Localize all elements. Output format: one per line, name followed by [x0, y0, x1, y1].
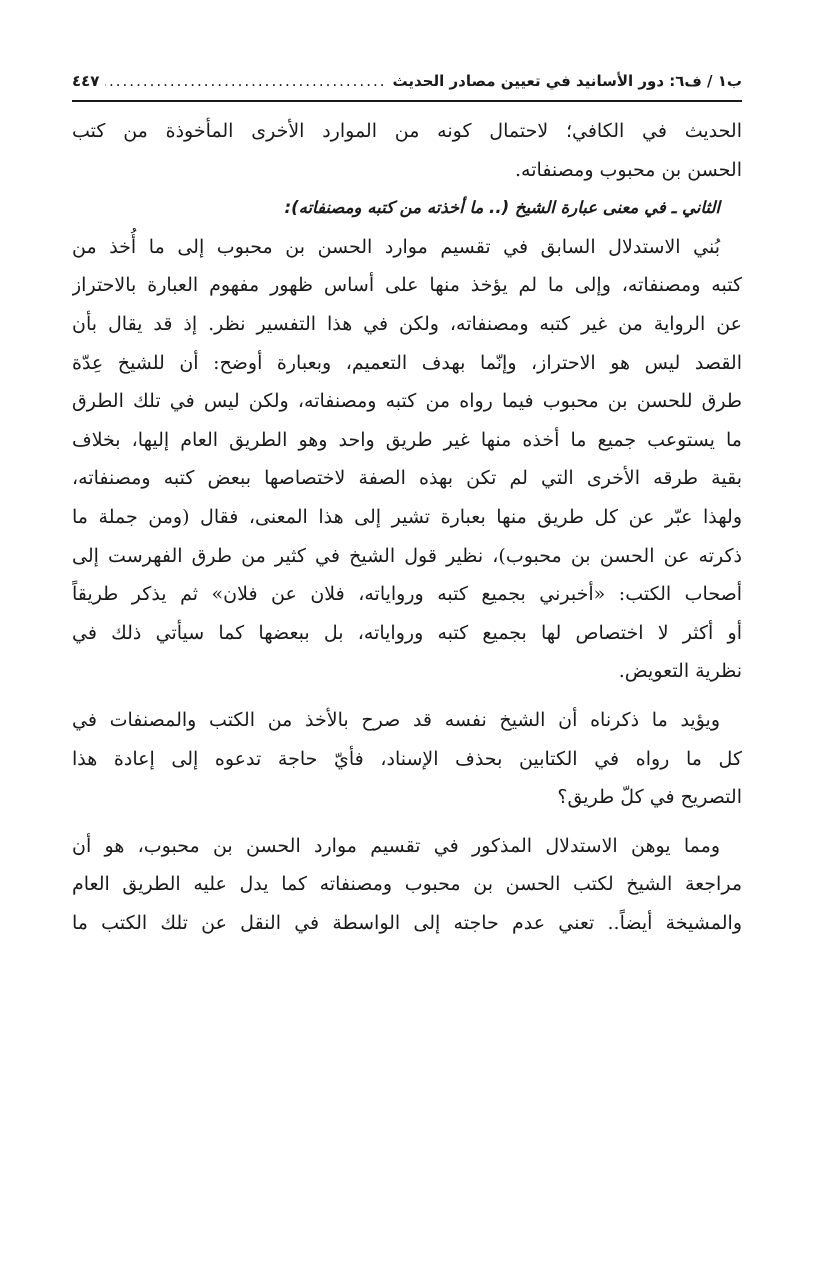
text-line: أو أكثر لا اختصاص لها بجميع كتبه ورواياته، بل ببعضها كما سيأتي ذلك في: [72, 621, 742, 644]
text-line: بُني الاستدلال السابق في تقسيم موارد الحسن بن محبوب إلى ما أُخذ من: [72, 235, 720, 258]
text-line: طرق للحسن بن محبوب فيما رواه من كتبه ومصنفاته، ولكن ليس في تلك الطرق: [72, 390, 742, 413]
text-line: عن الرواية من غير كتبه ومصنفاته، ولكن في هذا التفسير نظر. إذ قد يقال بأن: [72, 312, 742, 335]
paragraph-gap: [72, 691, 742, 701]
text-line: ما يستوعب جميع ما أخذه منها غير طريق واحد وهو الطريق العام إليها، بخلاف: [72, 428, 742, 451]
text-line: القصد ليس هو الاحتراز، وإنّما بهدف التعميم، وبعبارة أوضح: أن للشيخ عِدّة: [72, 351, 742, 374]
text-line: ويؤيد ما ذكرناه أن الشيخ نفسه قد صرح بالأخذ من الكتب والمصنفات في: [72, 708, 720, 731]
text-line: نظرية التعويض.: [618, 660, 742, 683]
paragraph-gap: [72, 817, 742, 827]
running-head-title: ب١ / ف٦: دور الأسانيد في تعيين مصادر الحديث: [392, 72, 742, 90]
text-line: مراجعة الشيخ لكتب الحسن بن محبوب ومصنفاته كما يدل عليه الطريق العام: [72, 873, 742, 896]
running-head: [72, 72, 742, 102]
text-line: كل ما رواه في الكتابين بحذف الإسناد، فأيّ حاجة تدعوه إلى إعادة هذا: [72, 747, 742, 770]
book-page: [72, 72, 742, 942]
text-line: بقية طرقه الأخرى التي لم تكن بهذه الصفة لاختصاصها ببعض كتبه ومصنفاته،: [72, 467, 742, 490]
text-line: ذكرته عن الحسن بن محبوب)، نظير قول الشيخ في كثير من طرق الفهرست إلى: [72, 544, 742, 567]
text-line: الحسن بن محبوب ومصنفاته.: [515, 158, 742, 181]
text-line: أصحاب الكتب: «أخبرني بجميع كتبه ورواياته، فلان عن فلان» ثم يذكر طريقاً: [72, 583, 742, 606]
text-line: ومما يوهن الاستدلال المذكور في تقسيم موارد الحسن بن محبوب، هو أن: [72, 834, 720, 857]
text-line: ولهذا عبّر عن كل طريق منها بعبارة تشير إلى هذا المعنى، فقال (ومن جملة ما: [72, 505, 742, 528]
text-line: الحديث في الكافي؛ لاحتمال كونه من الموارد الأخرى المأخوذة من كتب: [72, 120, 742, 142]
page-number: ٤٤٧: [72, 72, 100, 90]
leader-dots: [105, 72, 386, 90]
text-line: كتبه ومصنفاته، وإلى ما لم يؤخذ منها على أساس ظهور مفهوم العبارة بالاحتراز: [72, 274, 742, 297]
body-text: [72, 112, 742, 942]
text-line: التصريح في كلّ طريق؟: [557, 786, 742, 809]
text-line: والمشيخة أيضاً.. تعني عدم حاجته إلى الواسطة في النقل عن تلك الكتب ما: [72, 911, 742, 934]
section-heading: الثاني ـ في معنى عبارة الشيخ (.. ما أخذته من كتبه ومصنفاته):: [284, 198, 720, 218]
